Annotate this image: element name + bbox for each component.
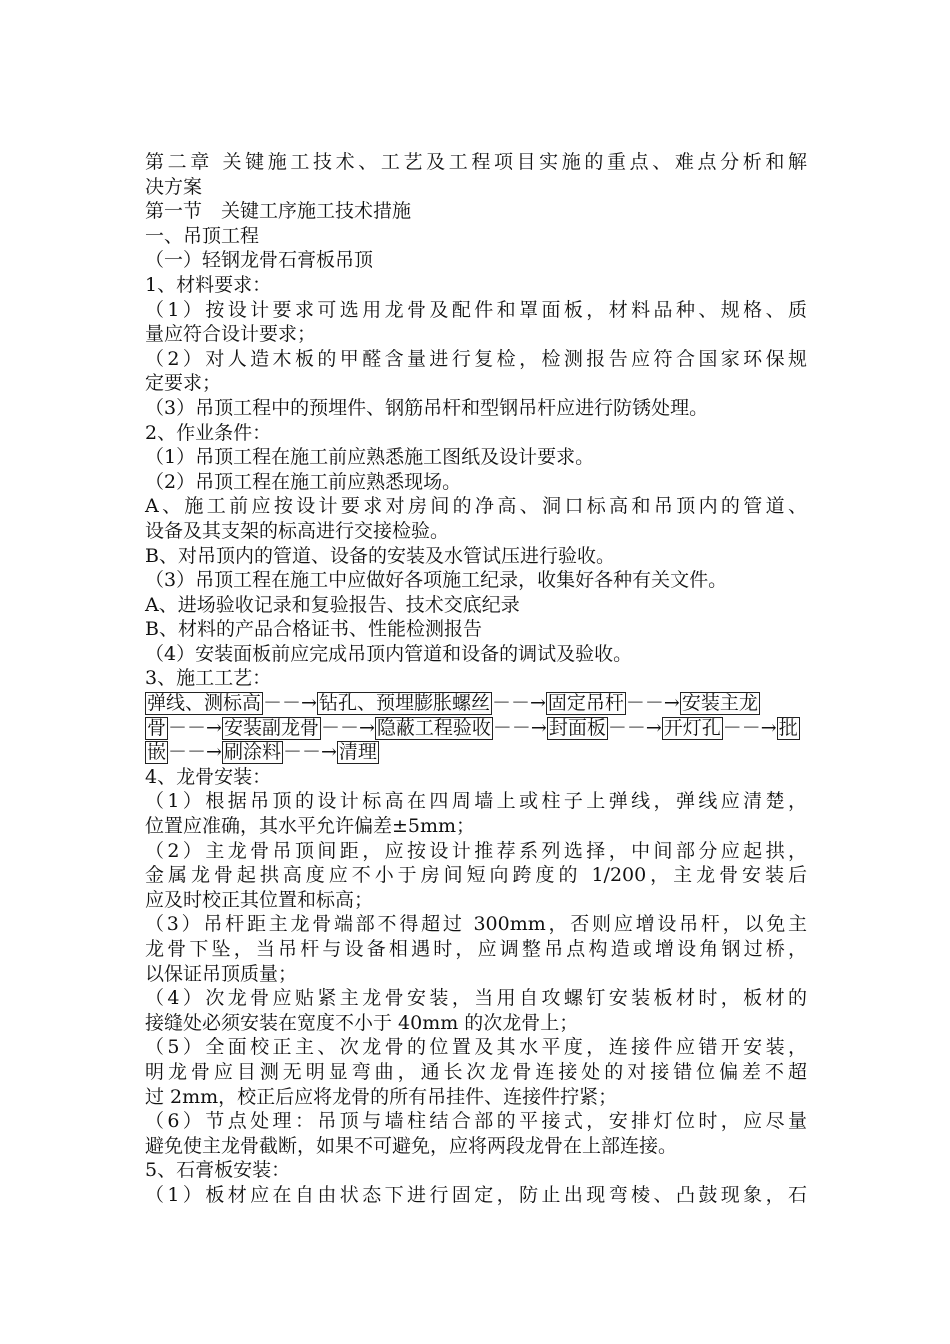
flow-step: 安装主龙 xyxy=(681,692,758,715)
chapter-title-cont: 决方案 xyxy=(145,175,203,198)
flow-step: 刷涂料 xyxy=(223,741,281,764)
process-flow-row-2 xyxy=(145,716,807,741)
flow-arrow: －－→ xyxy=(625,692,680,715)
flow-step: 嵌 xyxy=(147,741,167,764)
flow-arrow: －－→ xyxy=(492,716,547,739)
flow-arrow: －－→ xyxy=(168,716,222,739)
flow-step: 封面板 xyxy=(548,716,606,739)
paragraph: （1）按设计要求可选用龙骨及配件和罩面板，材料品种、规格、质 xyxy=(145,298,807,321)
flow-arrow: －－→ xyxy=(320,716,375,739)
paragraph: 位置应准确，其水平允许偏差±5mm； xyxy=(145,815,476,838)
paragraph: 设备及其支架的标高进行交接检验。 xyxy=(145,519,450,542)
flow-arrow: －－→ xyxy=(607,716,662,739)
paragraph: A、施工前应按设计要求对房间的净高、洞口标高和吊顶内的管道、 xyxy=(145,495,807,518)
paragraph: （5）全面校正主、次龙骨的位置及其水平度，连接件应错开安装， xyxy=(145,1036,807,1059)
flow-arrow: －－→ xyxy=(491,692,546,715)
flow-arrow: －－→ xyxy=(282,741,337,764)
paragraph: （3）吊顶工程中的预埋件、钢筋吊杆和型钢吊杆应进行防锈处理。 xyxy=(145,396,709,419)
flow-arrow: －－→ xyxy=(263,692,317,715)
flow-step: 隐蔽工程验收 xyxy=(376,716,491,739)
heading-process: 3、施工工艺： xyxy=(145,667,272,690)
flow-step: 钻孔、预埋膨胀螺丝 xyxy=(318,692,490,715)
paragraph: 以保证吊顶质量； xyxy=(145,962,298,985)
heading-gypsum-install: 5、石膏板安装： xyxy=(145,1159,291,1182)
flow-step: 批 xyxy=(778,716,798,739)
paragraph: 龙骨下坠，当吊杆与设备相遇时，应调整吊点构造或增设角钢过桥， xyxy=(145,938,807,960)
flow-step: 开灯孔 xyxy=(663,716,721,739)
paragraph: A、进场验收记录和复验报告、技术交底纪录 xyxy=(145,593,520,616)
paragraph: （1）根据吊顶的设计标高在四周墙上或柱子上弹线，弹线应清楚， xyxy=(145,790,807,813)
paragraph: 接缝处必须安装在宽度不小于 40mm 的次龙骨上； xyxy=(145,1011,579,1034)
chapter-title: 第二章 关键施工技术、工艺及工程项目实施的重点、难点分析和解 xyxy=(145,151,807,173)
process-flow-row-1 xyxy=(145,691,807,716)
paragraph: 过 2mm，校正后应将龙骨的所有吊挂件、连接件拧紧； xyxy=(145,1085,618,1108)
paragraph: （4）安装面板前应完成吊顶内管道和设备的调试及验收。 xyxy=(145,642,633,665)
heading-conditions: 2、作业条件： xyxy=(145,421,272,444)
paragraph: 定要求； xyxy=(145,372,222,395)
paragraph: （1）板材应在自由状态下进行固定，防止出现弯棱、凸鼓现象，石 xyxy=(145,1183,807,1206)
paragraph: （2）主龙骨吊顶间距，应按设计推荐系列选择，中间部分应起拱， xyxy=(145,839,807,862)
paragraph: （4）次龙骨应贴紧主龙骨安装，当用自攻螺钉安装板材时，板材的 xyxy=(145,987,807,1010)
heading-materials: 1、材料要求： xyxy=(145,273,272,296)
paragraph: （3）吊杆距主龙骨端部不得超过 300mm，否则应增设吊杆，以免主 xyxy=(145,913,807,936)
paragraph: （2）吊顶工程在施工前应熟悉现场。 xyxy=(145,470,462,493)
flow-arrow: －－→ xyxy=(722,716,777,739)
paragraph: 明龙骨应目测无明显弯曲，通长次龙骨连接处的对接错位偏差不超 xyxy=(145,1060,807,1083)
flow-arrow: －－→ xyxy=(168,741,222,764)
heading-keel-install: 4、龙骨安装： xyxy=(145,765,272,788)
subsection-title: （一）轻钢龙骨石膏板吊顶 xyxy=(145,249,374,272)
document-page xyxy=(145,150,815,1208)
paragraph: 应及时校正其位置和标高； xyxy=(145,888,374,911)
paragraph: 避免使主龙骨截断，如果不可避免，应将两段龙骨在上部连接。 xyxy=(145,1134,678,1157)
process-flow-row-3 xyxy=(145,740,815,765)
part-title: 一、吊顶工程 xyxy=(145,224,260,247)
section-title: 第一节 关键工序施工技术措施 xyxy=(145,200,412,223)
flow-step: 清理 xyxy=(338,741,377,764)
flow-step: 弹线、测标高 xyxy=(147,692,262,715)
paragraph: 量应符合设计要求； xyxy=(145,323,317,346)
paragraph: （6）节点处理：吊顶与墙柱结合部的平接式，安排灯位时，应尽量 xyxy=(145,1110,807,1133)
paragraph: （2）对人造木板的甲醛含量进行复检，检测报告应符合国家环保规 xyxy=(145,347,807,370)
flow-step: 安装副龙骨 xyxy=(223,716,319,739)
flow-step: 骨 xyxy=(147,716,167,739)
flow-step: 固定吊杆 xyxy=(547,692,624,715)
paragraph: （1）吊顶工程在施工前应熟悉施工图纸及设计要求。 xyxy=(145,446,595,469)
paragraph: B、对吊顶内的管道、设备的安装及水管试压进行验收。 xyxy=(145,544,615,567)
paragraph: （3）吊顶工程在施工中应做好各项施工纪录，收集好各种有关文件。 xyxy=(145,569,728,592)
paragraph: B、材料的产品合格证书、性能检测报告 xyxy=(145,618,482,641)
paragraph: 金属龙骨起拱高度应不小于房间短向跨度的 1/200，主龙骨安装后 xyxy=(145,864,807,887)
